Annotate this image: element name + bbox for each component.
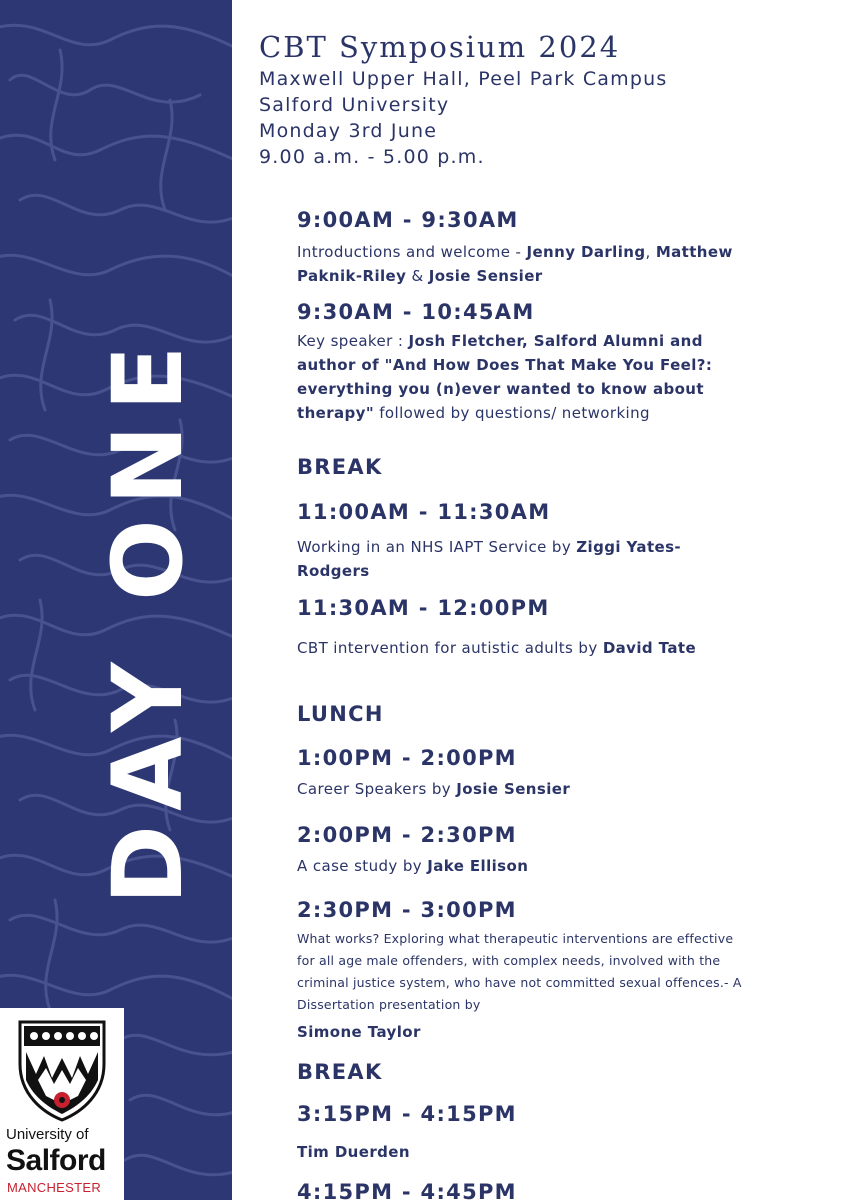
break-label: BREAK (297, 455, 383, 479)
description-text: Working in an NHS IAPT Service by (297, 538, 577, 556)
slot-time: 4:15PM - 4:45PM (297, 1180, 517, 1204)
description-text: Key speaker : (297, 332, 409, 350)
speaker-name: Ziggi Yates-Rodgers (297, 538, 682, 580)
slot-presenter: Simone Taylor (297, 1023, 421, 1041)
speaker-name: David Tate (602, 639, 697, 657)
event-hours: 9.00 a.m. - 5.00 p.m. (259, 146, 485, 168)
slot-description (297, 928, 747, 1016)
description-text: Career Speakers by (297, 780, 457, 798)
slot-time: 1:00PM - 2:00PM (297, 746, 517, 770)
logo-line-3: MANCHESTER (7, 1180, 102, 1195)
slot-time: 11:30AM - 12:00PM (297, 596, 550, 620)
speaker-name: Jenny Darling (526, 243, 646, 261)
event-venue: Maxwell Upper Hall, Peel Park Campus (259, 68, 668, 90)
logo-line-2: Salford (6, 1144, 106, 1177)
description-text: A case study by (297, 857, 428, 875)
slot-time: 2:00PM - 2:30PM (297, 823, 517, 847)
logo-line-1: University of (6, 1126, 89, 1143)
event-date: Monday 3rd June (259, 120, 438, 142)
slot-time: 11:00AM - 11:30AM (297, 500, 551, 524)
break-label: BREAK (297, 1060, 383, 1084)
description-text: CBT intervention for autistic adults by (297, 639, 603, 657)
slot-description (297, 240, 737, 288)
university-logo (0, 1008, 124, 1200)
speaker-name: Josie Sensier (456, 780, 571, 798)
event-header (259, 28, 667, 170)
event-title: CBT Symposium 2024 (259, 30, 621, 64)
slot-description (297, 636, 737, 660)
event-university: Salford University (259, 94, 450, 116)
speaker-name: Josie Sensier (428, 267, 543, 285)
description-text: What works? Exploring what therapeutic interventions are effective for all age male offenders, with complex needs, involved with the criminal justice system, who have not committed sexual offences.- A Dissertation presentation by (297, 931, 742, 1012)
slot-time: 2:30PM - 3:00PM (297, 898, 517, 922)
slot-description (297, 854, 737, 878)
slot-description (297, 1140, 737, 1164)
description-text: Introductions and welcome - (297, 243, 527, 261)
description-text: & (406, 267, 429, 285)
slot-time: 3:15PM - 4:15PM (297, 1102, 517, 1126)
slot-time: 9:00AM - 9:30AM (297, 208, 519, 232)
description-text: followed by questions/ networking (374, 404, 650, 422)
slot-description (297, 329, 737, 425)
salford-crest-icon (16, 1018, 108, 1122)
speaker-name: Tim Duerden (297, 1143, 410, 1161)
speaker-name: Matthew Paknik-Riley (297, 243, 733, 285)
description-text: , (645, 243, 656, 261)
slot-description (297, 535, 737, 583)
slot-description (297, 777, 737, 801)
speaker-name: Jake Ellison (427, 857, 529, 875)
day-one-text: DAY ONE (92, 331, 204, 905)
lunch-label: LUNCH (297, 702, 384, 726)
speaker-name: Josh Fletcher, Salford Alumni and author of "And How Does That Make You Feel?: everything you (n)ever wanted to know about therapy" (297, 332, 713, 422)
slot-time: 9:30AM - 10:45AM (297, 300, 535, 324)
